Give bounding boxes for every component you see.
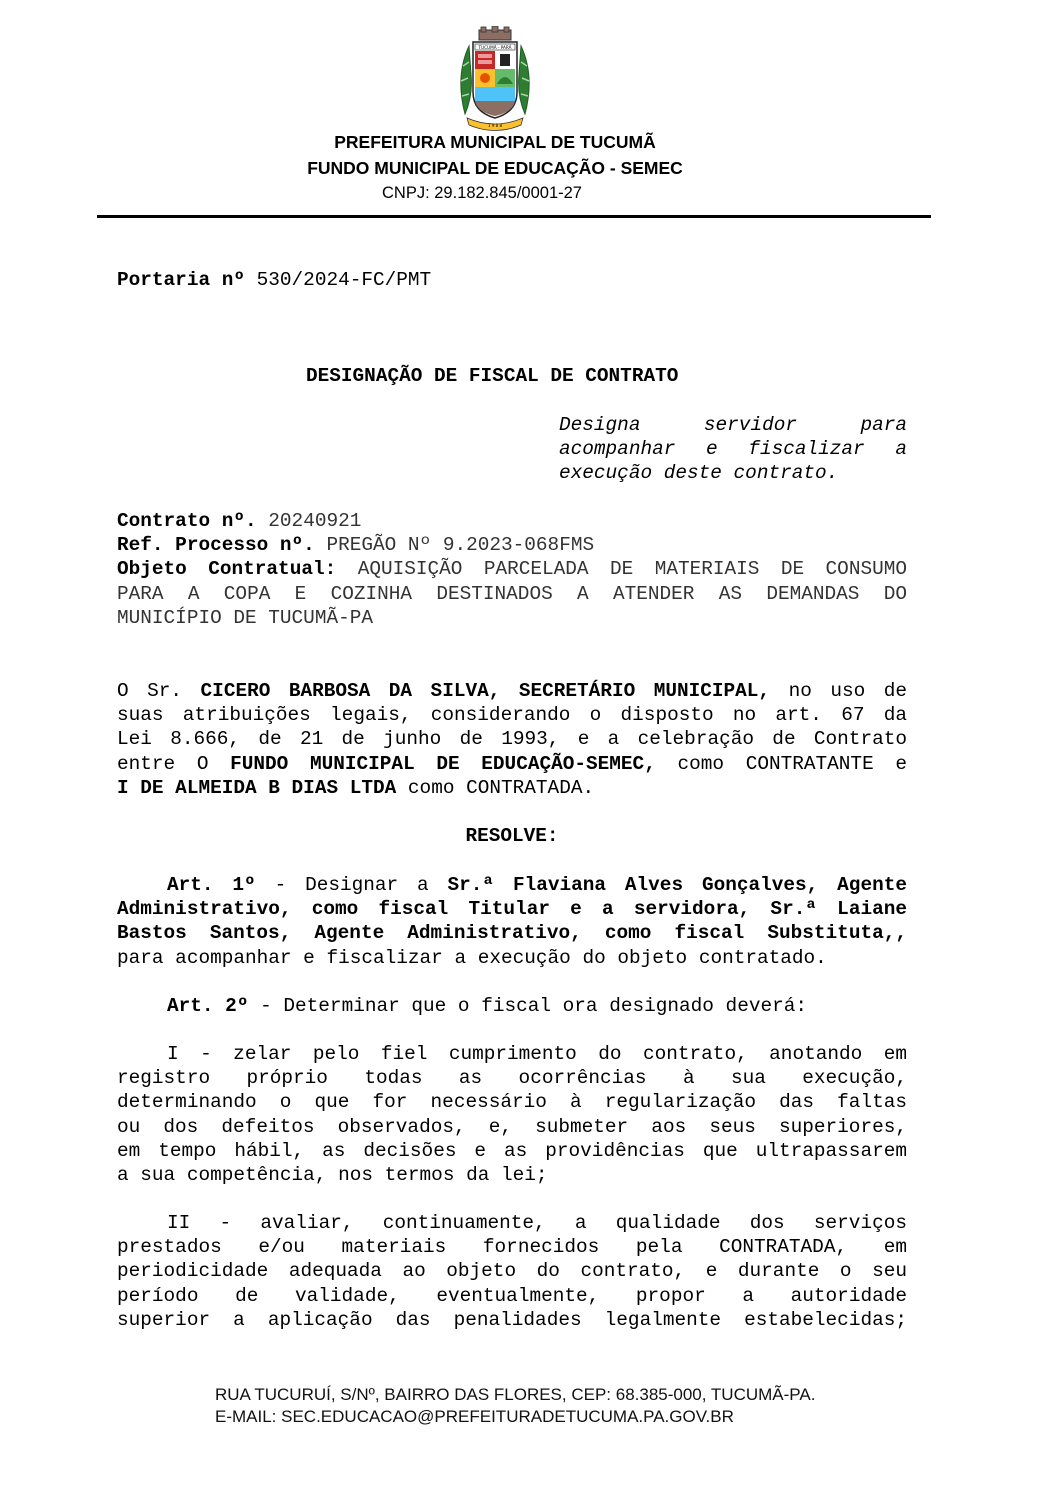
secretary-name: CICERO BARBOSA DA SILVA, SECRETÁRIO MUNICIPAL, — [200, 680, 771, 702]
article-1-line: para acompanhar e fiscalizar a execução do objeto contratado. — [117, 946, 827, 969]
seal-lettering: TUCUMÃ - PARÁ — [478, 45, 512, 50]
intro-text: como CONTRATANTE e — [677, 752, 907, 775]
contract-number-label: Contrato nº. — [117, 510, 257, 532]
article-1-designee: Sr.ª Flaviana Alves Gonçalves, Agente — [447, 874, 907, 896]
item-1-line: registro próprio todas as ocorrências à sua execução, — [117, 1067, 907, 1090]
item-1-line: a sua competência, nos termos da lei; — [117, 1164, 548, 1187]
process-label: Ref. Processo nº. — [117, 534, 315, 557]
contracting-party: FUNDO MUNICIPAL DE EDUCAÇÃO-SEMEC, — [230, 752, 656, 775]
object-label: Objeto Contratual: — [117, 558, 337, 581]
contract-number — [117, 509, 907, 533]
article-1-line: Bastos Santos, Agente Administrativo, como fiscal Substituta,, — [117, 922, 907, 945]
resolve-heading: RESOLVE: — [465, 825, 559, 847]
municipal-coat-of-arms — [455, 26, 535, 132]
intro-text: O Sr. — [117, 680, 183, 702]
article-2-text: - Determinar que o fiscal ora designado deverá: — [260, 995, 808, 1017]
intro-paragraph — [117, 679, 907, 800]
seal-ribbon-text: 1 9 8 8 — [488, 123, 502, 128]
contract-info — [117, 509, 907, 630]
ementa-line: acompanhar e fiscalizar a — [559, 438, 907, 461]
item-2-line: prestados e/ou materiais fornecidos pela CONTRATADA, em — [117, 1236, 907, 1259]
letterhead-cnpj: CNPJ: 29.182.845/0001-27 — [382, 184, 582, 202]
item-2-line: superior a aplicação das penalidades legalmente estabelecidas; — [117, 1308, 907, 1331]
item-2-line: período de validade, eventualmente, propor a autoridade — [117, 1284, 907, 1307]
letterhead-fund: FUNDO MUNICIPAL DE EDUCAÇÃO - SEMEC — [307, 158, 683, 178]
contracted-party: I DE ALMEIDA B DIAS LTDA — [117, 776, 397, 799]
article-1 — [117, 873, 907, 970]
article-1-line: Administrativo, como fiscal Titular e a servidora, Sr.ª Laiane — [117, 898, 907, 921]
letterhead-municipality: PREFEITURA MUNICIPAL DE TUCUMÃ — [334, 132, 656, 152]
item-2-line: periodicidade adequada ao objeto do contrato, e durante o seu — [117, 1260, 907, 1283]
footer-email: E-MAIL: SEC.EDUCACAO@PREFEITURADETUCUMA.PA.GOV.BR — [215, 1407, 734, 1426]
item-1-line: em tempo hábil, as decisões e as providências que ultrapassarem — [117, 1139, 907, 1162]
intro-line — [117, 752, 907, 776]
article-1-line — [117, 873, 907, 897]
intro-text: no uso de — [788, 680, 908, 702]
process-value: PREGÃO Nº 9.2023-068FMS — [326, 534, 595, 557]
process-reference — [117, 533, 907, 557]
item-1 — [117, 1042, 907, 1187]
article-1-label: Art. 1º — [167, 874, 256, 896]
article-1-text: - Designar a — [274, 874, 429, 896]
footer — [215, 1384, 815, 1428]
intro-text: entre O — [117, 752, 209, 775]
ementa-line: Designa servidor para — [559, 414, 907, 436]
ementa — [559, 413, 907, 486]
contract-number-value: 20240921 — [268, 510, 362, 532]
letterhead-divider — [97, 215, 931, 218]
ementa-line: execução deste contrato. — [559, 462, 839, 485]
footer-address: RUA TUCURUÍ, S/Nº, BAIRRO DAS FLORES, CEP: 68.385-000, TUCUMÃ-PA. — [215, 1385, 816, 1404]
document-title: DESIGNAÇÃO DE FISCAL DE CONTRATO — [306, 365, 679, 387]
object-text: AQUISIÇÃO PARCELADA DE MATERIAIS DE CONSUMO — [357, 558, 907, 581]
item-1-line: determinando o que for necessário à regularização das faltas — [117, 1091, 907, 1114]
item-1-line: I - zelar pelo fiel cumprimento do contrato, anotando em — [167, 1043, 907, 1065]
contract-object-line: MUNICÍPIO DE TUCUMÃ-PA — [117, 606, 373, 629]
item-1-line: ou dos defeitos observados, e, submeter aos seus superiores, — [117, 1115, 907, 1138]
item-2-line: II - avaliar, continuamente, a qualidade dos serviços — [167, 1212, 907, 1234]
item-2 — [117, 1211, 907, 1332]
intro-line: Lei 8.666, de 21 de junho de 1993, e a celebração de Contrato — [117, 728, 907, 751]
contract-object-line: PARA A COPA E COZINHA DESTINADOS A ATENDER AS DEMANDAS DO — [117, 582, 907, 605]
intro-text: como CONTRATADA. — [407, 776, 595, 799]
intro-line — [117, 679, 907, 703]
article-2-label: Art. 2º — [167, 995, 249, 1017]
contract-object-line — [117, 557, 907, 581]
portaria-label: Portaria nº — [117, 269, 245, 291]
portaria-number — [117, 268, 431, 292]
intro-line — [117, 776, 907, 800]
intro-line: suas atribuições legais, considerando o disposto no art. 67 da — [117, 704, 907, 727]
article-2 — [167, 994, 807, 1018]
portaria-value: 530/2024-FC/PMT — [256, 269, 432, 291]
